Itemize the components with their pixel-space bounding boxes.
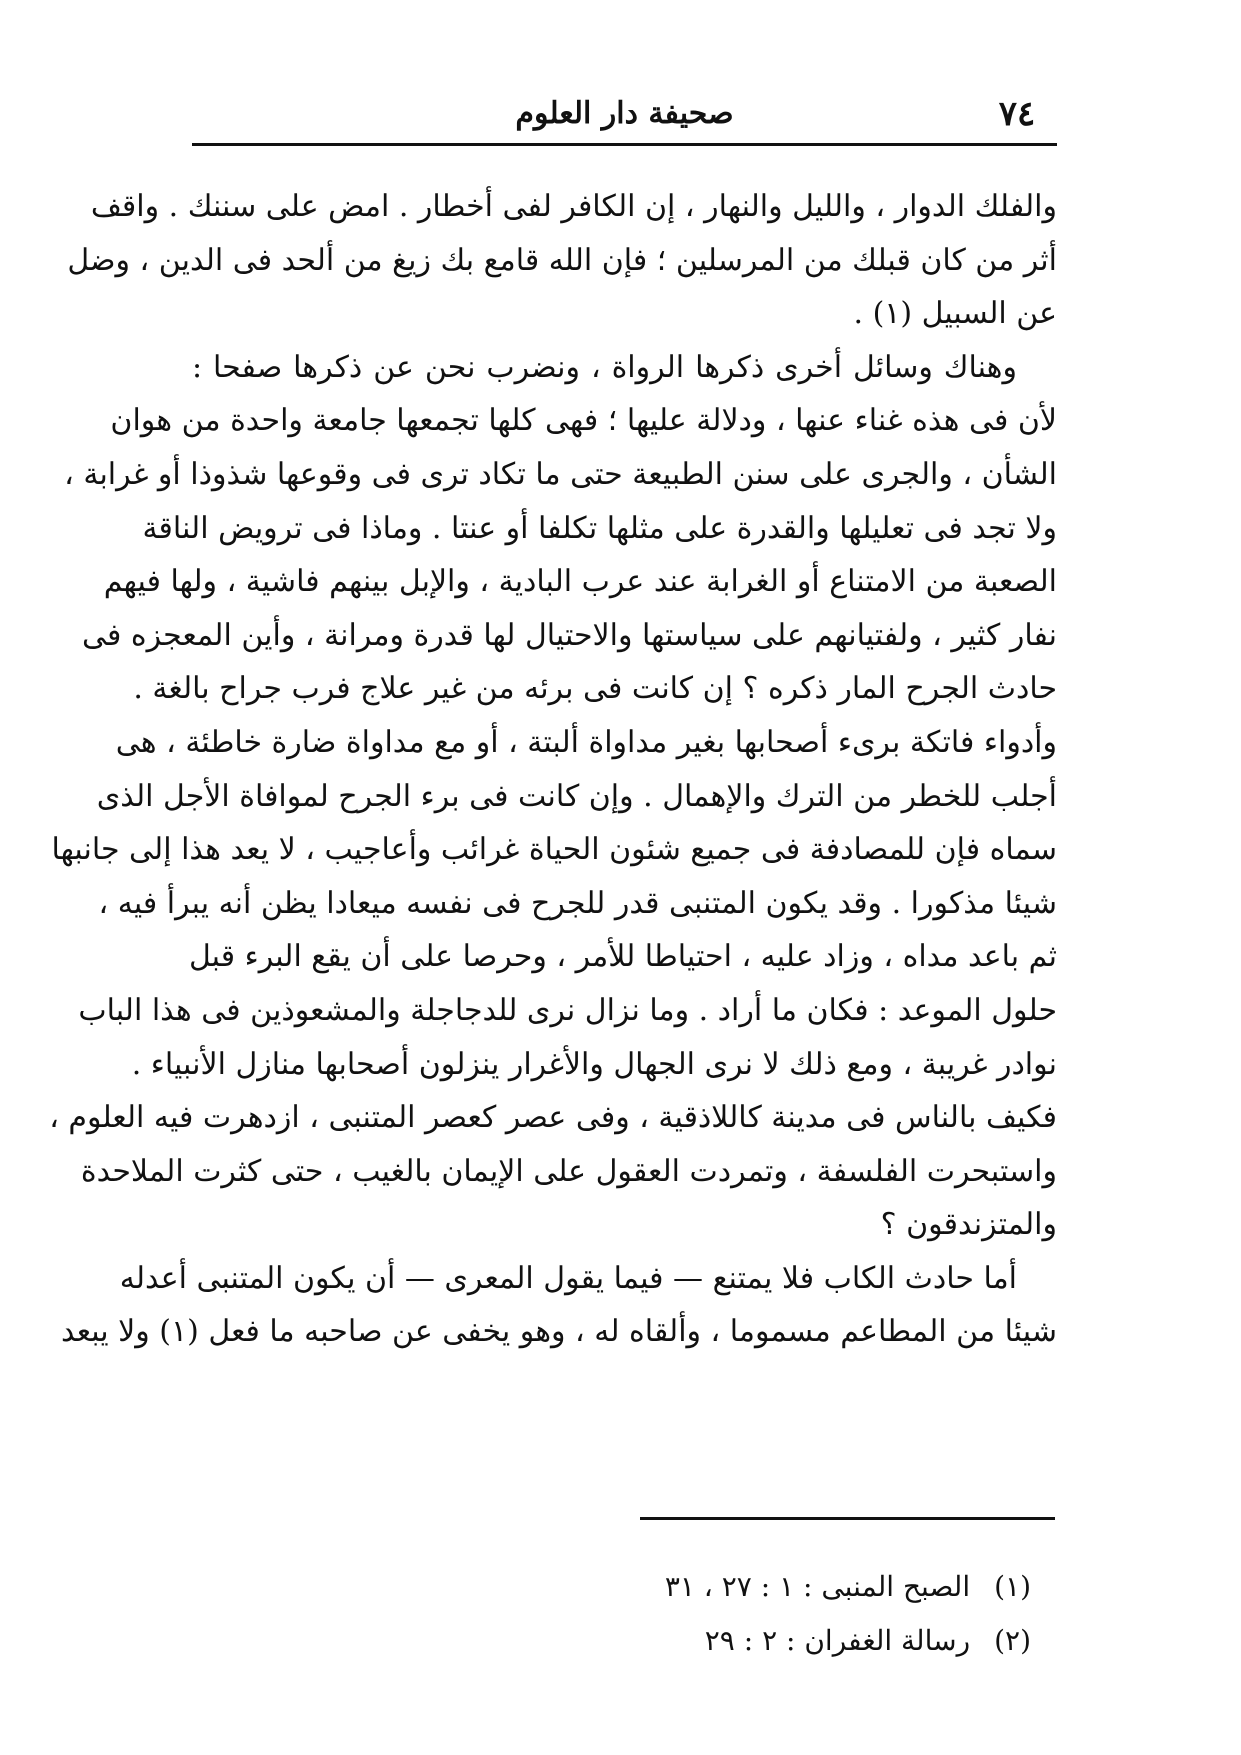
- running-title: صحيفة دار العلوم: [515, 96, 734, 131]
- text-line: عن السبيل (١) .: [853, 296, 1057, 332]
- text-line: شيئا مذكورا . وقد يكون المتنبى قدر للجرح فى نفسه ميعادا يظن أنه يبرأ فيه ،: [98, 885, 1057, 921]
- text-line: وأدواء فاتكة برىء أصحابها بغير مداواة ألبتة ، أو مع مداواة ضارة خاطئة ، هى: [115, 724, 1057, 760]
- text-line: ثم باعد مداه ، وزاد عليه ، احتياطا للأمر ، وحرصا على أن يقع البرء قبل: [188, 939, 1057, 975]
- text-line: والفلك الدوار ، والليل والنهار ، إن الكافر لفى أخطار . امض على سننك . واقف: [90, 189, 1057, 224]
- text-line: فكيف بالناس فى مدينة كاللاذقية ، وفى عصر كعصر المتنبى ، ازدهرت فيه العلوم ،: [49, 1100, 1057, 1136]
- text-line: حلول الموعد : فكان ما أراد . وما نزال نرى للدجاجلة والمشعوذين فى هذا الباب: [78, 992, 1057, 1028]
- text-line: واستبحرت الفلسفة ، وتمردت العقول على الإيمان بالغيب ، حتى كثرت الملاحدة: [80, 1153, 1057, 1189]
- header-rule: [192, 143, 1057, 146]
- text-line: وهناك وسائل أخرى ذكرها الرواة ، ونضرب نحن عن ذكرها صفحا :: [192, 349, 1017, 385]
- text-line: أثر من كان قبلك من المرسلين ؛ فإن الله قامع بك زيغ من ألحد فى الدين ، وضل: [67, 242, 1057, 278]
- text-line: لأن فى هذه غناء عنها ، ودلالة عليها ؛ فهى كلها تجمعها جامعة واحدة من هوان: [110, 403, 1057, 439]
- text-line: أجلب للخطر من الترك والإهمال . وإن كانت فى برء الجرح لموافاة الأجل الذى: [96, 778, 1057, 814]
- text-line: الشأن ، والجرى على سنن الطبيعة حتى ما تكاد ترى فى وقوعها شذوذا أو غرابة ،: [64, 456, 1057, 492]
- footnote: [571, 1614, 1031, 1668]
- page-header: [192, 86, 1057, 138]
- text-line: ولا تجد فى تعليلها والقدرة على مثلها تكلفا أو عنتا . وماذا فى ترويض الناقة: [142, 510, 1057, 546]
- text-line: حادث الجرح المار ذكره ؟ إن كانت فى برئه من غير علاج فرب جراح بالغة .: [133, 671, 1057, 707]
- body-text: [49, 180, 1057, 1359]
- footnotes: [571, 1560, 1031, 1668]
- page-number: ٧٤: [998, 94, 1036, 134]
- text-line: سماه فإن للمصادفة فى جميع شئون الحياة غرائب وأعاجيب ، لا يعد هذا إلى جانبها: [51, 832, 1057, 868]
- footnote-rule: [640, 1517, 1055, 1520]
- footnote-number: (٢): [994, 1624, 1031, 1657]
- text-line: نفار كثير ، ولفتيانهم على سياستها والاحتيال لها قدرة ومرانة ، وأين المعجزه فى: [81, 617, 1057, 653]
- footnote-number: (١): [994, 1570, 1031, 1603]
- footnote-text: رسالة الغفران : ٢ : ٢٩: [704, 1624, 971, 1657]
- text-line: والمتزندقون ؟: [880, 1207, 1057, 1243]
- footnote: [571, 1560, 1031, 1614]
- text-line: الصعبة من الامتناع أو الغرابة عند عرب البادية ، والإبل بينهم فاشية ، ولها فيهم: [103, 564, 1057, 600]
- footnote-text: الصبح المنبى : ١ : ٢٧ ، ٣١: [664, 1570, 971, 1603]
- text-line: نوادر غريبة ، ومع ذلك لا نرى الجهال والأغرار ينزلون أصحابها منازل الأنبياء .: [131, 1046, 1057, 1082]
- text-line: شيئا من المطاعم مسموما ، وألقاه له ، وهو يخفى عن صاحبه ما فعل (١) ولا يبعد: [60, 1314, 1057, 1350]
- text-line: أما حادث الكاب فلا يمتنع — فيما يقول المعرى — أن يكون المتنبى أعدله: [119, 1260, 1017, 1296]
